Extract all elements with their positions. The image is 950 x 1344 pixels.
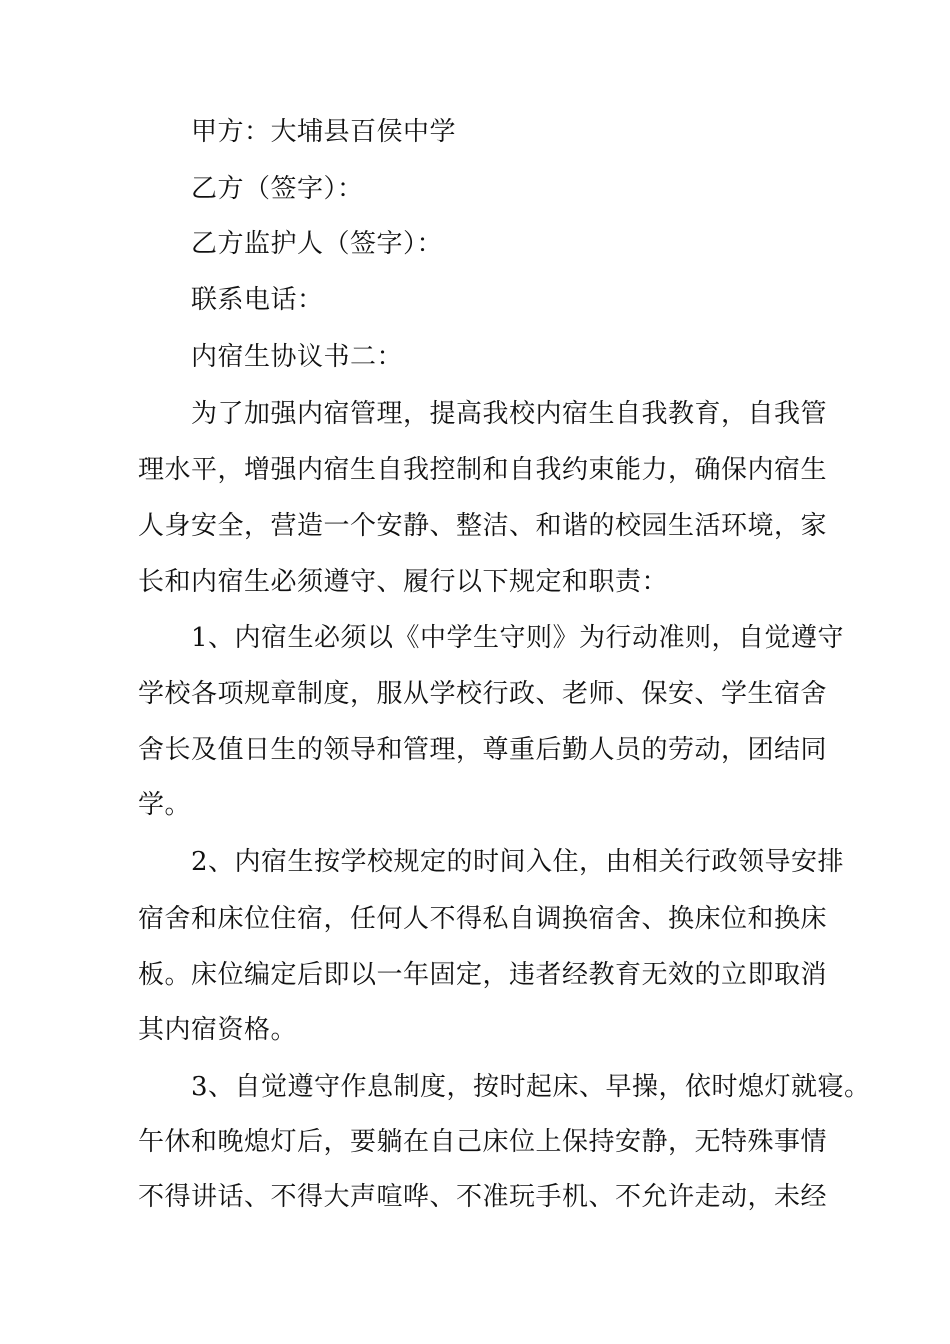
party-a-line: 甲方：大埔县百侯中学 — [191, 117, 457, 147]
rule-2-line-1: 2、内宿生按学校规定的时间入住，由相关行政领导安排 — [191, 847, 845, 877]
contact-phone-line: 联系电话： — [191, 285, 324, 315]
intro-paragraph-line-4: 长和内宿生必须遵守、履行以下规定和职责： — [138, 567, 669, 597]
rule-1-line-1: 1、内宿生必须以《中学生守则》为行动准则，自觉遵守 — [191, 623, 845, 653]
rule-2-line-2: 宿舍和床位住宿，任何人不得私自调换宿舍、换床位和换床 — [138, 904, 828, 934]
intro-paragraph-line-2: 理水平，增强内宿生自我控制和自我约束能力，确保内宿生 — [138, 455, 828, 485]
rule-3-line-3: 不得讲话、不得大声喧哗、不准玩手机、不允许走动，未经 — [138, 1182, 828, 1212]
rule-3-line-1: 3、自觉遵守作息制度，按时起床、早操，依时熄灯就寝。 — [191, 1072, 871, 1102]
rule-3-line-2: 午休和晚熄灯后，要躺在自己床位上保持安静，无特殊事情 — [138, 1127, 828, 1157]
rule-2-line-3: 板。床位编定后即以一年固定，违者经教育无效的立即取消 — [138, 960, 828, 990]
rule-2-line-4: 其内宿资格。 — [138, 1015, 298, 1045]
intro-paragraph-line-3: 人身安全，营造一个安静、整洁、和谐的校园生活环境，家 — [138, 511, 828, 541]
intro-paragraph-line-1: 为了加强内宿管理，提高我校内宿生自我教育，自我管 — [191, 399, 828, 429]
rule-1-line-3: 舍长及值日生的领导和管理，尊重后勤人员的劳动，团结同 — [138, 735, 828, 765]
agreement-two-heading: 内宿生协议书二： — [191, 342, 404, 372]
guardian-signature-line: 乙方监护人（签字）： — [191, 229, 444, 259]
rule-1-line-2: 学校各项规章制度，服从学校行政、老师、保安、学生宿舍 — [138, 679, 828, 709]
party-b-signature-line: 乙方（签字）： — [191, 174, 364, 204]
rule-1-line-4: 学。 — [138, 790, 192, 820]
